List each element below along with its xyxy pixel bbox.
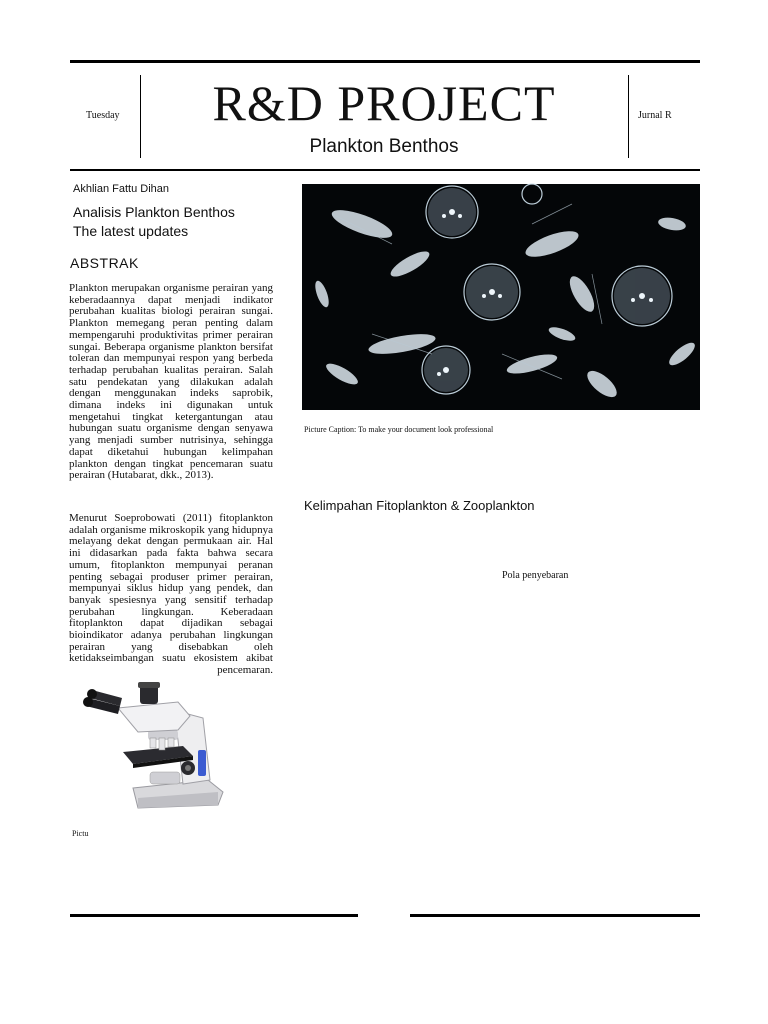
- header-bottom-rule: [70, 169, 700, 171]
- section-heading: Kelimpahan Fitoplankton & Zooplankton: [304, 498, 535, 513]
- headline-line-1: Analisis Plankton Benthos: [73, 204, 235, 220]
- bottom-rule-right: [410, 914, 700, 917]
- abstract-heading: ABSTRAK: [70, 255, 139, 271]
- top-rule: [70, 60, 700, 63]
- headline: [73, 203, 239, 241]
- issue-date: Tuesday: [86, 110, 120, 121]
- abstract-paragraph-2: Menurut Soeprobowati (2011) fitoplankton adalah organisme mikroskopik yang hidupnya melayang dekat dengan permukaan air. Hal ini didasarkan pada fakta bahwa secara umum, fitoplankton mempunyai peranan penting sebagai produser primer perairan, mempunyai siklus hidup yang pendek, dan banyak spesiesnya yang sensitif terhadap perubahan lingkungan. Keberadaan fitoplankton dapat dijadikan sebagai bioindikator adanya perubahan lingkungan perairan yang disebabkan oleh ketidakseimbangan suatu ekosistem akibat pencemaran.: [69, 512, 273, 677]
- plankton-photo-caption: Picture Caption: To make your document look professional: [304, 425, 494, 434]
- plankton-photo: [302, 184, 700, 410]
- journal-name: Jurnal R: [638, 110, 672, 121]
- microscope-caption: Pictu: [72, 829, 89, 838]
- author-name: Akhlian Fattu Dihan: [73, 183, 169, 195]
- abstract-paragraph-1: Plankton merupakan organisme perairan yang keberadaannya dapat menjadi indikator perubahan kualitas biologi perairan sungai. Plankton memegang peran penting dalam mempengaruhi produktivitas primer perairan sungai. Beberapa organisme plankton bersifat toleran dan mempunyai respon yang berbeda terhadap perubahan kualitas perairan. Salah satu pendekatan yang dilakukan adalah dengan menggunakan indeks saprobik, dimana indeks ini digunakan untuk mengetahui tingkat ketergantungan atau hubungan suatu organisme dengan senyawa yang menjadi sumber nutrisinya, sehingga dapat diketahui hubungan kelimpahan plankton dengan tingkat pencemaran suatu perairan (Hutabarat, dkk., 2013).: [69, 282, 273, 482]
- header-divider-right: [628, 75, 629, 158]
- masthead-subtitle: Plankton Benthos: [309, 136, 459, 157]
- microscope-image: [78, 680, 228, 810]
- headline-line-2: The latest updates: [73, 223, 189, 239]
- header-divider-left: [140, 75, 141, 158]
- bottom-rule-left: [70, 914, 358, 917]
- masthead-title: R&D PROJECT: [212, 75, 556, 131]
- pola-text-fragment: Pola penyebaran: [502, 570, 569, 581]
